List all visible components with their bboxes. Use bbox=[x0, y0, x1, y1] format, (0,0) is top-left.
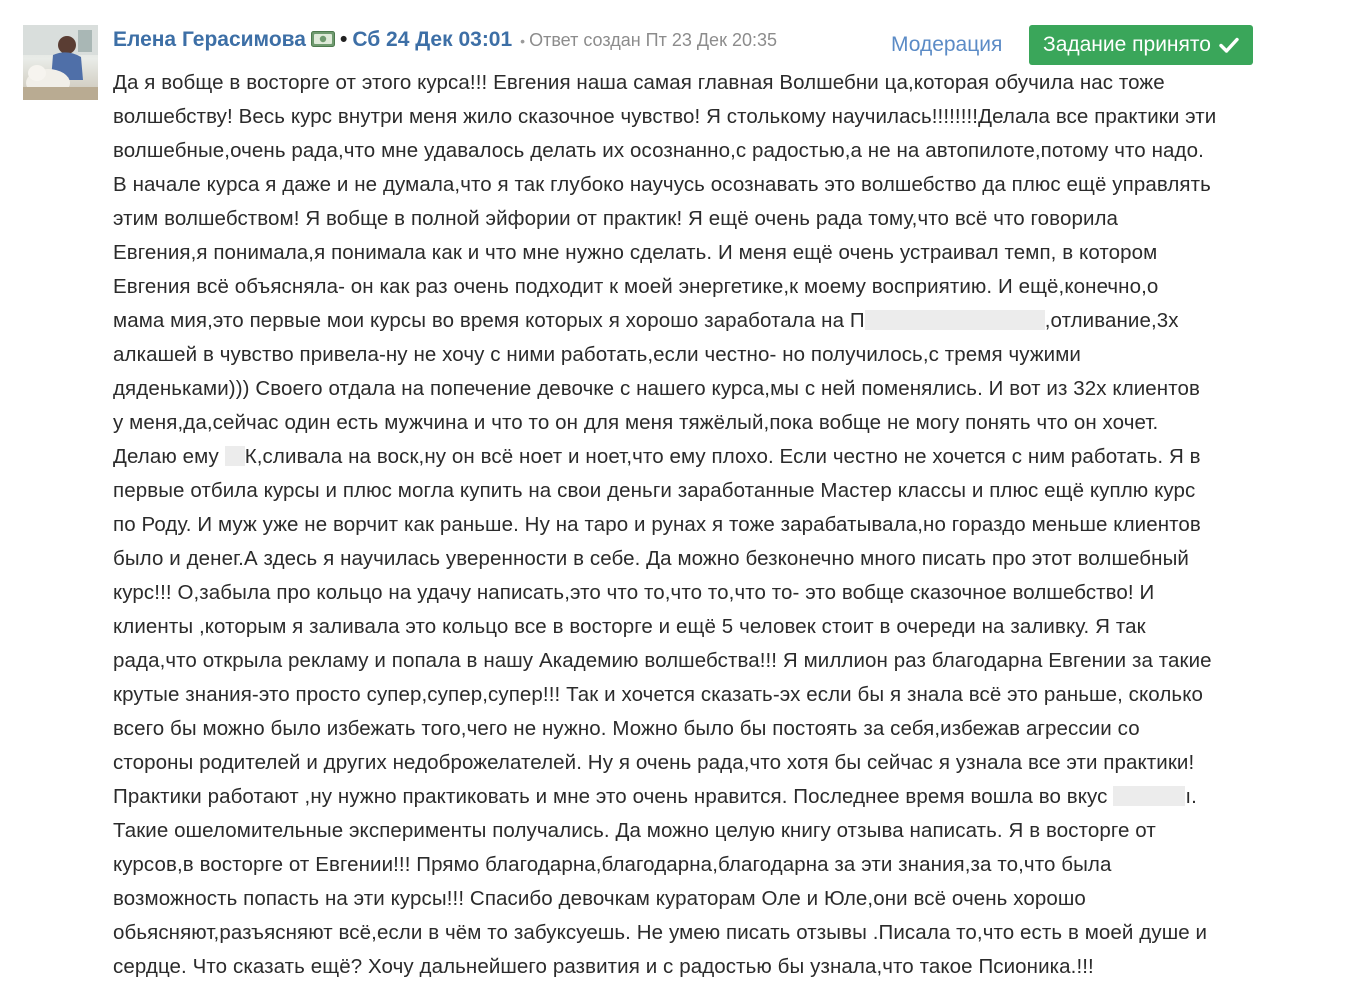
post-header bbox=[113, 28, 777, 58]
text-line bbox=[113, 440, 1258, 474]
text-line: у меня,да,сейчас один есть мужчина и что то он для меня тяжёлый,пока вобще не могу понять что он хочет. bbox=[113, 411, 1159, 434]
text-line: Такие ошеломительные эксперименты получались. Да можно целую книгу отзыва написать. Я в восторге от bbox=[113, 819, 1156, 842]
text-line: дяденьками))) Своего отдала на попечение девочке с нашего курса,мы с ней поменялись. И вот из 32х клиентов bbox=[113, 377, 1200, 400]
redacted-block bbox=[1113, 786, 1185, 806]
avatar[interactable] bbox=[23, 25, 98, 100]
text-line: по Роду. И муж уже не ворчит как раньше. Ну на таро и рунах я тоже зарабатывала,но гораздо меньше клиентов bbox=[113, 513, 1201, 536]
meta-separator: • bbox=[520, 33, 526, 49]
moderation-link[interactable]: Модерация bbox=[891, 33, 1003, 56]
text-line: этим волшебством! Я вобще в полной эйфории от практик! Я ещё очень рада тому,что всё что говорила bbox=[113, 207, 1119, 230]
text-line: курсов,в восторге от Евгении!!! Прямо благодарна,благодарна,благодарна за эти знания,за то,что была bbox=[113, 853, 1112, 876]
check-icon bbox=[1219, 37, 1239, 53]
text-line: курс!!! О,забыла про кольцо на удачу написать,это что то,что то,что то- это вобще сказочное волшебство! И bbox=[113, 581, 1155, 604]
text-line: алкашей в чувство привела-ну не хочу с ними работать,если честно- но получилось,с тремя чужими bbox=[113, 343, 1081, 366]
text-line: всего бы можно было избежать того,чего не нужно. Можно было бы постоять за себя,избежав агрессии со bbox=[113, 717, 1140, 740]
review-text bbox=[113, 66, 1258, 984]
text-line: стороны родителей и других недоброжелателей. Ну я очень рада,что хотя бы сейчас я узнала все эти практики! bbox=[113, 751, 1195, 774]
text-line: волшебству! Весь курс внутри меня жило сказочное чувство! Я столькому научилась!!!!!!!!Делала все практики эти bbox=[113, 105, 1217, 128]
text-fragment: мама мия,это первые мои курсы во время которых я хорошо заработала на П bbox=[113, 309, 865, 332]
text-line: обьясняют,разъясняют всё,если в чём то забуксуешь. Не умею писать отзывы .Писала то,что есть в моей душе и bbox=[113, 921, 1208, 944]
text-line: клиенты ,которым я заливала это кольцо все в восторге и ещё 5 человек стоит в очереди на заливку. Я так bbox=[113, 615, 1146, 638]
text-line: крутые знания-это просто супер,супер,супер!!! Так и хочется сказать-эх если бы я знала всё это раньше, сколько bbox=[113, 683, 1204, 706]
redacted-block bbox=[225, 446, 245, 466]
text-line: рада,что открыла рекламу и попала в нашу Академию волшебства!!! Я миллион раз благодарна Евгении за такие bbox=[113, 649, 1212, 672]
text-line: было и денег.А здесь я научилась уверенности в себе. Да можно безконечно много писать про этот волшебный bbox=[113, 547, 1189, 570]
text-line: Да я вобще в восторге от этого курса!!! Евгения наша самая главная Волшебни ца,которая обучила нас тоже bbox=[113, 71, 1165, 94]
text-line: В начале курса я даже и не думала,что я так глубоко научусь осознавать это волшебство да плюс ещё управлять bbox=[113, 173, 1211, 196]
created-timestamp: Ответ создан Пт 23 Дек 20:35 bbox=[529, 30, 777, 50]
author-name[interactable]: Елена Герасимова bbox=[113, 28, 306, 51]
header-separator: • bbox=[339, 28, 348, 51]
text-fragment: Практики работают ,ну нужно практиковать и мне это очень нравится. Последнее время вошла во вкус bbox=[113, 785, 1114, 808]
money-icon bbox=[311, 31, 335, 47]
text-line: первые отбила курсы и плюс могла купить на свои деньги заработанные Мастер классы и плюс ещё куплю курс bbox=[113, 479, 1196, 502]
text-line: возможность попасть на эти курсы!!! Спасибо девочкам кураторам Оле и Юле,они всё очень хорошо bbox=[113, 887, 1086, 910]
task-accepted-label: Задание принято bbox=[1043, 33, 1211, 56]
avatar-photo bbox=[23, 25, 98, 100]
text-fragment: ,отливание,3х bbox=[1044, 309, 1179, 332]
text-line: волшебные,очень рада,что мне удавалось делать их осознанно,с радостью,а не на автопилоте,потому что надо. bbox=[113, 139, 1204, 162]
text-fragment: Делаю ему bbox=[113, 445, 225, 468]
post-date[interactable]: Сб 24 Дек 03:01 bbox=[352, 28, 513, 51]
task-accepted-button[interactable] bbox=[1029, 25, 1253, 65]
text-line bbox=[113, 304, 1258, 338]
text-fragment: ı. bbox=[1185, 785, 1197, 808]
text-line: сердце. Что сказать ещё? Хочу дальнейшего развития и с радостью бы узнала,что такое Псионика.!!! bbox=[113, 955, 1094, 978]
redacted-block bbox=[865, 310, 1045, 330]
text-fragment: К,сливала на воск,ну он всё ноет и ноет,что ему плохо. Если честно не хочется с ним работать. Я в bbox=[244, 445, 1201, 468]
text-line: Евгения,я понимала,я понимала как и что мне нужно сделать. И меня ещё очень устраивал темп, в котором bbox=[113, 241, 1158, 264]
text-line: Евгения всё объясняла- он как раз очень подходит к моей энергетике,к моему восприятию. И ещё,конечно,о bbox=[113, 275, 1159, 298]
text-line bbox=[113, 780, 1258, 814]
